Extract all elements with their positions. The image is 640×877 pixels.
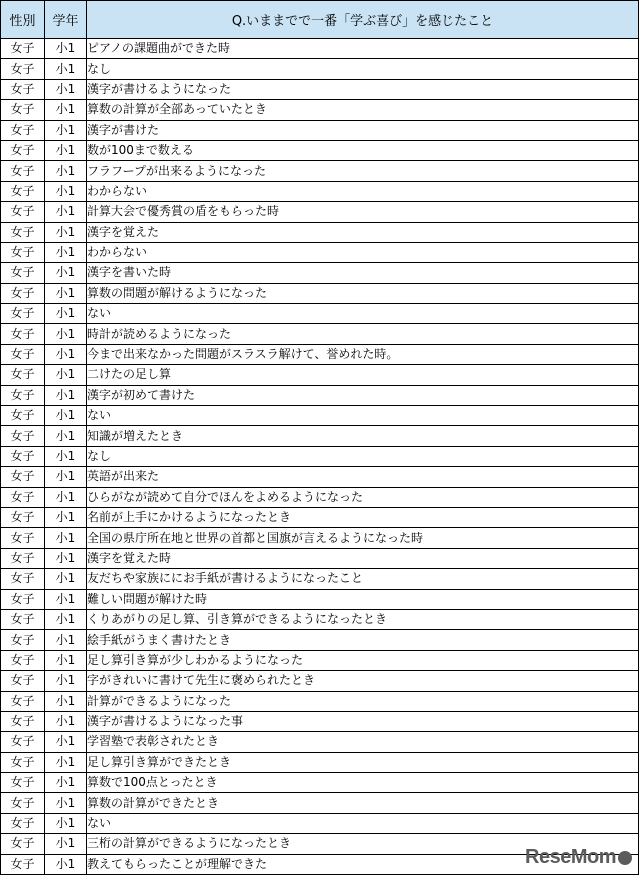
cell-answer: 計算大会で優秀賞の盾をもらった時 [87, 202, 639, 222]
cell-answer: 算数の問題が解けるようになった [87, 283, 639, 303]
cell-sex: 女子 [1, 79, 45, 99]
cell-answer: 英語が出来た [87, 467, 639, 487]
cell-sex: 女子 [1, 161, 45, 181]
cell-grade: 小1 [45, 507, 87, 527]
cell-answer: ひらがなが読めて自分でほんをよめるようになった [87, 487, 639, 507]
cell-sex: 女子 [1, 793, 45, 813]
cell-grade: 小1 [45, 446, 87, 466]
cell-sex: 女子 [1, 752, 45, 772]
cell-sex: 女子 [1, 630, 45, 650]
cell-answer: 足し算引き算ができたとき [87, 752, 639, 772]
cell-grade: 小1 [45, 324, 87, 344]
cell-answer: フラフープが出来るようになった [87, 161, 639, 181]
cell-answer: 知識が増えたとき [87, 426, 639, 446]
cell-answer: 名前が上手にかけるようになったとき [87, 507, 639, 527]
cell-grade: 小1 [45, 242, 87, 262]
watermark-text: ReseMom [525, 846, 616, 868]
table-header [1, 1, 639, 39]
table-row [1, 140, 639, 160]
cell-grade: 小1 [45, 406, 87, 426]
cell-grade: 小1 [45, 813, 87, 833]
header-grade: 学年 [45, 1, 87, 39]
header-row [1, 1, 639, 39]
cell-sex: 女子 [1, 120, 45, 140]
cell-sex: 女子 [1, 507, 45, 527]
cell-grade: 小1 [45, 609, 87, 629]
cell-sex: 女子 [1, 426, 45, 446]
cell-grade: 小1 [45, 365, 87, 385]
header-sex: 性別 [1, 1, 45, 39]
table-row [1, 161, 639, 181]
table-row [1, 222, 639, 242]
table-row [1, 39, 639, 59]
cell-answer: なし [87, 446, 639, 466]
table-row [1, 507, 639, 527]
cell-sex: 女子 [1, 671, 45, 691]
cell-answer: 難しい問題が解けた時 [87, 589, 639, 609]
cell-sex: 女子 [1, 344, 45, 364]
cell-grade: 小1 [45, 283, 87, 303]
cell-sex: 女子 [1, 773, 45, 793]
table-row [1, 773, 639, 793]
cell-sex: 女子 [1, 59, 45, 79]
cell-answer: くりあがりの足し算、引き算ができるようになったとき [87, 609, 639, 629]
cell-answer: 漢字が書けるようになった事 [87, 711, 639, 731]
table-row [1, 487, 639, 507]
cell-answer: 学習塾で表彰されたとき [87, 732, 639, 752]
cell-grade: 小1 [45, 426, 87, 446]
cell-answer: 字がきれいに書けて先生に褒められたとき [87, 671, 639, 691]
header-question: Q.いままでで一番「学ぶ喜び」を感じたこと [87, 1, 639, 39]
cell-sex: 女子 [1, 589, 45, 609]
cell-sex: 女子 [1, 39, 45, 59]
cell-sex: 女子 [1, 140, 45, 160]
cell-answer: 漢字が書けるようになった [87, 79, 639, 99]
table-row [1, 365, 639, 385]
cell-answer: わからない [87, 181, 639, 201]
cell-grade: 小1 [45, 344, 87, 364]
cell-sex: 女子 [1, 181, 45, 201]
cell-sex: 女子 [1, 446, 45, 466]
cell-grade: 小1 [45, 100, 87, 120]
table-row [1, 324, 639, 344]
cell-sex: 女子 [1, 365, 45, 385]
cell-answer: 漢字を覚えた時 [87, 548, 639, 568]
cell-sex: 女子 [1, 263, 45, 283]
cell-answer: ない [87, 304, 639, 324]
cell-grade: 小1 [45, 671, 87, 691]
cell-answer: 教えてもらったことが理解できた [87, 854, 639, 874]
cell-sex: 女子 [1, 100, 45, 120]
cell-sex: 女子 [1, 691, 45, 711]
cell-answer: 二けたの足し算 [87, 365, 639, 385]
cell-answer: 全国の県庁所在地と世界の首都と国旗が言えるようになった時 [87, 528, 639, 548]
cell-grade: 小1 [45, 569, 87, 589]
cell-answer: 漢字を覚えた [87, 222, 639, 242]
table-row [1, 732, 639, 752]
cell-grade: 小1 [45, 59, 87, 79]
cell-sex: 女子 [1, 304, 45, 324]
cell-grade: 小1 [45, 202, 87, 222]
cell-sex: 女子 [1, 813, 45, 833]
cell-answer: 友だちや家族ににお手紙が書けるようになったこと [87, 569, 639, 589]
cell-grade: 小1 [45, 263, 87, 283]
table-row [1, 120, 639, 140]
cell-answer: なし [87, 59, 639, 79]
table-row [1, 426, 639, 446]
cell-answer: 算数の計算ができたとき [87, 793, 639, 813]
table-row [1, 569, 639, 589]
table-row [1, 548, 639, 568]
cell-grade: 小1 [45, 630, 87, 650]
cell-answer: 三桁の計算ができるようになったとき [87, 834, 639, 854]
cell-sex: 女子 [1, 711, 45, 731]
cell-answer: 時計が読めるようになった [87, 324, 639, 344]
cell-grade: 小1 [45, 752, 87, 772]
cell-sex: 女子 [1, 609, 45, 629]
table-row [1, 385, 639, 405]
cell-sex: 女子 [1, 854, 45, 874]
cell-grade: 小1 [45, 222, 87, 242]
table-row [1, 528, 639, 548]
cell-grade: 小1 [45, 120, 87, 140]
cell-grade: 小1 [45, 691, 87, 711]
table-row [1, 202, 639, 222]
cell-answer: ピアノの課題曲ができた時 [87, 39, 639, 59]
table-row [1, 263, 639, 283]
cell-grade: 小1 [45, 732, 87, 752]
table-row [1, 671, 639, 691]
table-row [1, 711, 639, 731]
cell-answer: 漢字が初めて書けた [87, 385, 639, 405]
cell-sex: 女子 [1, 242, 45, 262]
table-row [1, 100, 639, 120]
cell-grade: 小1 [45, 773, 87, 793]
cell-grade: 小1 [45, 140, 87, 160]
cell-grade: 小1 [45, 589, 87, 609]
cell-answer: ない [87, 406, 639, 426]
cell-grade: 小1 [45, 711, 87, 731]
cell-grade: 小1 [45, 304, 87, 324]
cell-answer: 足し算引き算が少しわかるようになった [87, 650, 639, 670]
cell-grade: 小1 [45, 548, 87, 568]
cell-grade: 小1 [45, 39, 87, 59]
cell-grade: 小1 [45, 161, 87, 181]
cell-grade: 小1 [45, 79, 87, 99]
table-row [1, 467, 639, 487]
cell-answer: 算数の計算が全部あっていたとき [87, 100, 639, 120]
cell-answer: 数が100まで数える [87, 140, 639, 160]
cell-sex: 女子 [1, 283, 45, 303]
cell-sex: 女子 [1, 222, 45, 242]
cell-sex: 女子 [1, 834, 45, 854]
cell-answer: 漢字を書いた時 [87, 263, 639, 283]
cell-sex: 女子 [1, 548, 45, 568]
cell-sex: 女子 [1, 467, 45, 487]
table-row [1, 283, 639, 303]
cell-sex: 女子 [1, 202, 45, 222]
cell-sex: 女子 [1, 324, 45, 344]
table-row [1, 650, 639, 670]
table-row [1, 344, 639, 364]
cell-sex: 女子 [1, 732, 45, 752]
cell-answer: 絵手紙がうまく書けたとき [87, 630, 639, 650]
cell-grade: 小1 [45, 834, 87, 854]
cell-grade: 小1 [45, 854, 87, 874]
table-row [1, 630, 639, 650]
table-row [1, 181, 639, 201]
cell-answer: 漢字が書けた [87, 120, 639, 140]
mom-logo-icon [618, 851, 632, 865]
cell-grade: 小1 [45, 385, 87, 405]
cell-sex: 女子 [1, 385, 45, 405]
cell-grade: 小1 [45, 487, 87, 507]
cell-answer: わからない [87, 242, 639, 262]
table-row [1, 79, 639, 99]
cell-sex: 女子 [1, 528, 45, 548]
resemom-watermark [525, 846, 632, 869]
cell-grade: 小1 [45, 528, 87, 548]
cell-answer: 算数で100点とったとき [87, 773, 639, 793]
table-row [1, 304, 639, 324]
table-row [1, 242, 639, 262]
cell-answer: ない [87, 813, 639, 833]
table-row [1, 406, 639, 426]
cell-grade: 小1 [45, 793, 87, 813]
cell-grade: 小1 [45, 181, 87, 201]
table-row [1, 752, 639, 772]
table-row [1, 813, 639, 833]
cell-answer: 計算ができるようになった [87, 691, 639, 711]
cell-sex: 女子 [1, 650, 45, 670]
cell-sex: 女子 [1, 569, 45, 589]
cell-sex: 女子 [1, 406, 45, 426]
cell-grade: 小1 [45, 467, 87, 487]
table-row [1, 59, 639, 79]
cell-answer: 今まで出来なかった問題がスラスラ解けて、誉めれた時。 [87, 344, 639, 364]
table-body [1, 39, 639, 875]
cell-grade: 小1 [45, 650, 87, 670]
table-row [1, 793, 639, 813]
table-row [1, 446, 639, 466]
table-row [1, 691, 639, 711]
table-row [1, 609, 639, 629]
cell-sex: 女子 [1, 487, 45, 507]
table-row [1, 589, 639, 609]
